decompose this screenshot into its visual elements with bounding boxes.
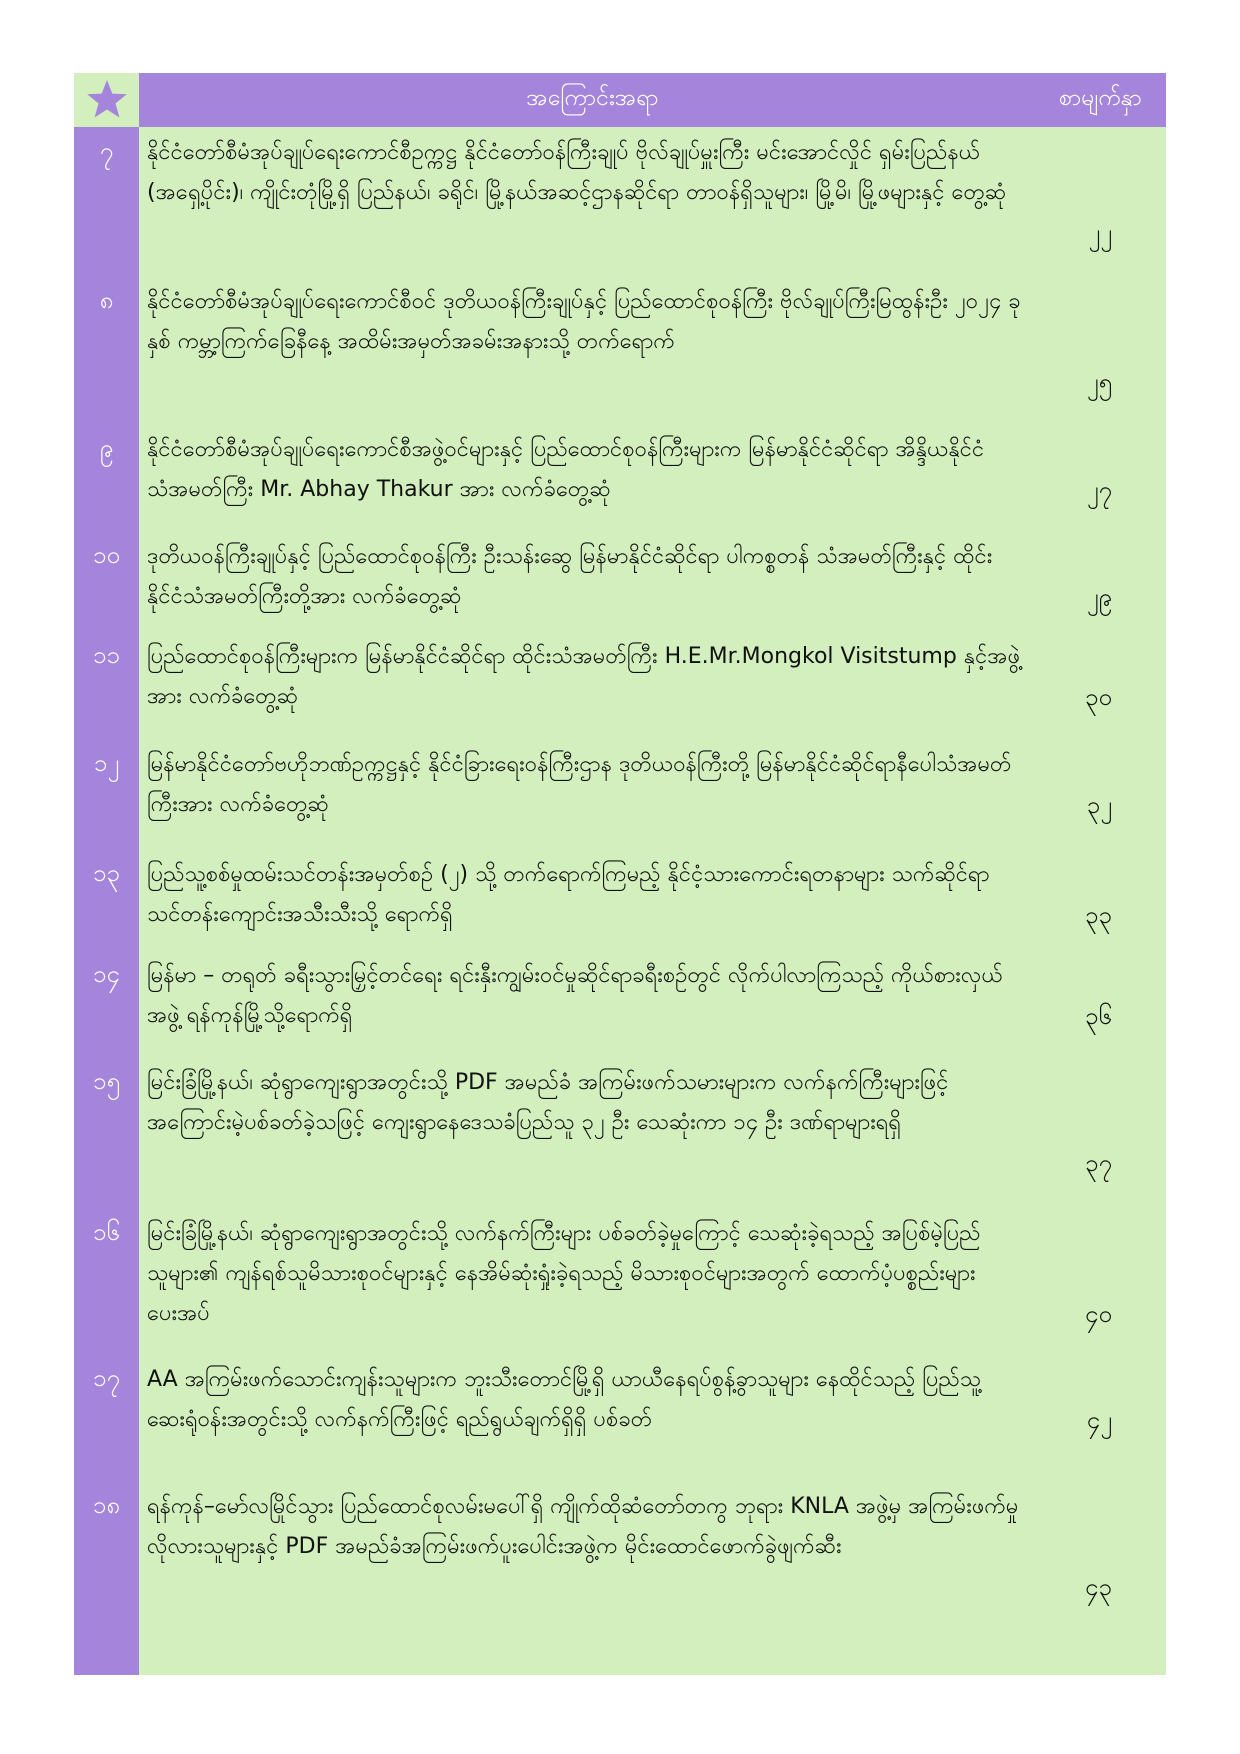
- entry-page: ၂၅: [1086, 368, 1112, 396]
- entry-title: နိုင်ငံတော်စီမံအုပ်ချုပ်ရေးကောင်စီဝင် ဒုတိယဝန်ကြီးချုပ်နှင့် ပြည်ထောင်စုဝန်ကြီး ဗိုလ်ချုပ်ကြီးမြထွန်းဦး ၂၀၂၄ ခုနှစ် ကမ္ဘာ့ကြက်ခြေနီနေ့ အထိမ်းအမှတ်အခမ်းအနားသို့ တက်ရောက်: [147, 289, 1021, 354]
- toc-header: [139, 73, 1166, 127]
- star-icon: [85, 78, 129, 122]
- entry-number: ၁၇: [93, 1364, 120, 1392]
- entry-title: နိုင်ငံတော်စီမံအုပ်ချုပ်ရေးကောင်စီဥက္ကဋ္ဌ နိုင်ငံတော်ဝန်ကြီးချုပ် ဗိုလ်ချုပ်မှူးကြီး မင်းအောင်လှိုင် ရှမ်းပြည်နယ် (အရှေ့ပိုင်း)၊ ကျိုင်းတုံမြို့ရှိ ပြည်နယ်၊ ခရိုင်၊ မြို့နယ်အဆင့်ဌာနဆိုင်ရာ တာဝန်ရှိသူများ၊ မြို့မိ၊ မြို့ဖများနှင့် တွေ့ဆုံ: [147, 140, 1007, 205]
- entry-title: မြန်မာ – တရုတ် ခရီးသွားမြှင့်တင်ရေး ရင်းနှီးကျွမ်းဝင်မှုဆိုင်ရာခရီးစဉ်တွင် လိုက်ပါလာကြသည့် ကိုယ်စားလှယ်အဖွဲ့ ရန်ကုန်မြို့သို့ရောက်ရှိ: [147, 963, 1003, 1028]
- toc-entry: [74, 1063, 1166, 1183]
- entry-page: ၄၃: [1085, 1573, 1112, 1601]
- toc-entry: [74, 282, 1166, 402]
- entry-page: ၃၇: [1085, 1149, 1112, 1177]
- entry-title: ဒုတိယဝန်ကြီးချုပ်နှင့် ပြည်ထောင်စုဝန်ကြီး ဦးသန်းဆွေ မြန်မာနိုင်ငံဆိုင်ရာ ပါကစ္စတန် သံအမတ်ကြီးနှင့် ထိုင်းနိုင်ငံသံအမတ်ကြီးတို့အား လက်ခံတွေ့ဆုံ: [147, 544, 993, 609]
- entry-number: ၁၆: [93, 1218, 120, 1246]
- entry-title: နိုင်ငံတော်စီမံအုပ်ချုပ်ရေးကောင်စီအဖွဲ့ဝင်များနှင့် ပြည်ထောင်စုဝန်ကြီးများက မြန်မာနိုင်ငံဆိုင်ရာ အိန္ဒိယနိုင်ငံသံအမတ်ကြီး Mr. Abhay Thakur အား လက်ခံတွေ့ဆုံ: [147, 437, 985, 502]
- entry-page: ၃၃: [1085, 901, 1112, 929]
- entry-number: ၉: [99, 434, 114, 462]
- toc-entry: [74, 745, 1166, 825]
- toc-entry: [74, 133, 1166, 253]
- toc-entry: [74, 1214, 1166, 1334]
- entry-number: ၁၄: [93, 960, 120, 988]
- entry-number: ၈: [99, 286, 114, 314]
- entry-title: ပြည်ထောင်စုဝန်ကြီးများက မြန်မာနိုင်ငံဆိုင်ရာ ထိုင်းသံအမတ်ကြီး H.E.Mr.Mongkol Visitstump နှင့်အဖွဲ့အား လက်ခံတွေ့ဆုံ: [147, 644, 1021, 709]
- entry-number: ၁၂: [93, 749, 120, 777]
- entry-title: ပြည်သူ့စစ်မှုထမ်းသင်တန်းအမှတ်စဉ် (၂) သို့ တက်ရောက်ကြမည့် နိုင်ငံ့သားကောင်းရတနာများ သက်ဆိုင်ရာသင်တန်းကျောင်းအသီးသီးသို့ ရောက်ရှိ: [147, 862, 990, 927]
- entry-title: မြင်းခြံမြို့နယ်၊ ဆုံရွာကျေးရွာအတွင်းသို့ လက်နက်ကြီးများ ပစ်ခတ်ခဲ့မှုကြောင့် သေဆုံးခဲ့ရသည့် အပြစ်မဲ့ပြည်သူများ၏ ကျန်ရစ်သူမိသားစုဝင်များနှင့် နေအိမ်ဆုံးရှုံးခဲ့ရသည့် မိသားစုဝင်များအတွက် ထောက်ပံ့ပစ္စည်းများပေးအပ်: [147, 1221, 981, 1326]
- entry-number: ၁၁: [93, 641, 120, 669]
- toc-entry: [74, 637, 1166, 717]
- entry-page: ၄၂: [1086, 1406, 1112, 1434]
- entry-number: ၁၃: [93, 859, 120, 887]
- table-of-contents: [74, 73, 1166, 1675]
- toc-entry: [74, 956, 1166, 1036]
- entry-title: ရန်ကုန်–မော်လမြိုင်သွား ပြည်ထောင်စုလမ်းမပေါ်ရှိ ကျိုက်ထိုဆံတော်တကွ ဘုရား KNLA အဖွဲ့မှ အကြမ်းဖက်မှုလိုလားသူများနှင့် PDF အမည်ခံအကြမ်းဖက်ပူးပေါင်းအဖွဲ့က မိုင်းထောင်ဖောက်ခွဲဖျက်ဆီး: [147, 1494, 1019, 1559]
- toc-heading: အကြောင်းအရာ: [526, 85, 659, 111]
- entry-number: ၁၈: [92, 1491, 121, 1519]
- toc-entry: [74, 1487, 1166, 1607]
- entry-page: ၄၀: [1085, 1300, 1112, 1328]
- entry-title: AA အကြမ်းဖက်သောင်းကျန်းသူများက ဘူးသီးတောင်မြို့ရှိ ယာယီနေရပ်စွန့်ခွာသူများ နေထိုင်သည့် ပြည်သူ့ဆေးရုံဝန်းအတွင်းသို့ လက်နက်ကြီးဖြင့် ရည်ရွယ်ချက်ရှိရှိ ပစ်ခတ်: [147, 1367, 982, 1432]
- entry-page: ၂၉: [1086, 583, 1112, 611]
- star-box: [74, 73, 139, 127]
- entry-page: ၂၂: [1088, 219, 1112, 247]
- entry-page: ၃၂: [1086, 791, 1112, 819]
- page-column-label: စာမျက်နှာ: [1058, 85, 1142, 111]
- entry-page: ၃၆: [1085, 1002, 1112, 1030]
- entry-number: ၁၀: [93, 541, 120, 569]
- entry-page: ၂၇: [1086, 476, 1112, 504]
- toc-entry: [74, 430, 1166, 510]
- entry-title: မြင်းခြံမြို့နယ်၊ ဆုံရွာကျေးရွာအတွင်းသို့ PDF အမည်ခံ အကြမ်းဖက်သမားများက လက်နက်ကြီးများဖြင့် အကြောင်းမဲ့ပစ်ခတ်ခဲ့သဖြင့် ကျေးရွာနေဒေသခံပြည်သူ ၃၂ ဦး သေဆုံးကာ ၁၄ ဦး ဒဏ်ရာများရရှိ: [147, 1070, 949, 1135]
- entry-title: မြန်မာနိုင်ငံတော်ဗဟိုဘဏ်ဥက္ကဋ္ဌနှင့် နိုင်ငံခြားရေးဝန်ကြီးဌာန ဒုတိယဝန်ကြီးတို့ မြန်မာနိုင်ငံဆိုင်ရာနီပေါသံအမတ်ကြီးအား လက်ခံတွေ့ဆုံ: [147, 752, 1012, 817]
- toc-entry: [74, 855, 1166, 935]
- toc-entry: [74, 537, 1166, 617]
- entry-number: ၇: [99, 137, 114, 165]
- entry-number: ၁၅: [93, 1067, 120, 1095]
- toc-entry: [74, 1360, 1166, 1440]
- entry-page: ၃၀: [1085, 683, 1112, 711]
